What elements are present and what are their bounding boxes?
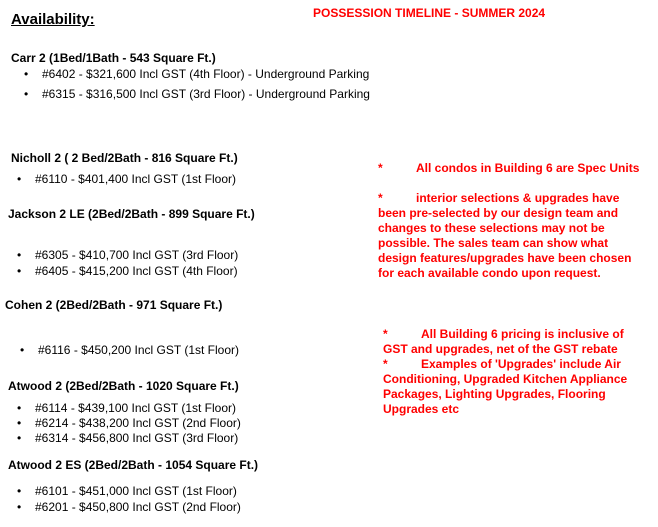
unit-text: #6405 - $415,200 Incl GST (4th Floor) bbox=[35, 264, 238, 278]
asterisk: * bbox=[378, 161, 383, 175]
unit-row bbox=[11, 416, 241, 430]
note-spec-units bbox=[378, 161, 648, 176]
unit-row bbox=[11, 172, 236, 186]
asterisk: * bbox=[378, 191, 383, 205]
unit-text: #6214 - $438,200 Incl GST (2nd Floor) bbox=[35, 416, 241, 430]
bullet: • bbox=[17, 431, 22, 445]
model-title-atwood-2-es: Atwood 2 ES (2Bed/2Bath - 1054 Square Ft.) bbox=[8, 458, 259, 472]
unit-text: #6110 - $401,400 Incl GST (1st Floor) bbox=[35, 172, 236, 186]
note-upgrades-examples bbox=[383, 357, 649, 417]
bullet: • bbox=[17, 484, 22, 498]
asterisk: * bbox=[383, 357, 388, 371]
model-title-carr-2: Carr 2 (1Bed/1Bath - 543 Square Ft.) bbox=[11, 51, 216, 65]
unit-text: #6315 - $316,500 Incl GST (3rd Floor) - Underground Parking bbox=[42, 87, 370, 101]
unit-row bbox=[18, 87, 370, 101]
note-interior-selections bbox=[378, 191, 648, 281]
unit-row bbox=[11, 484, 237, 498]
unit-row bbox=[11, 500, 241, 514]
bullet: • bbox=[17, 264, 22, 278]
unit-text: #6114 - $439,100 Incl GST (1st Floor) bbox=[35, 401, 236, 415]
bullet: • bbox=[17, 248, 22, 262]
unit-row bbox=[11, 401, 236, 415]
note-text: All condos in Building 6 are Spec Units bbox=[416, 161, 640, 175]
unit-text: #6101 - $451,000 Incl GST (1st Floor) bbox=[35, 484, 237, 498]
bullet: • bbox=[17, 416, 22, 430]
unit-text: #6402 - $321,600 Incl GST (4th Floor) - Underground Parking bbox=[42, 67, 370, 81]
bullet: • bbox=[24, 87, 29, 101]
unit-text: #6305 - $410,700 Incl GST (3rd Floor) bbox=[35, 248, 239, 262]
bullet: • bbox=[17, 500, 22, 514]
bullet: • bbox=[17, 401, 22, 415]
bullet: • bbox=[24, 67, 29, 81]
unit-row bbox=[11, 431, 238, 445]
model-title-jackson-2-le: Jackson 2 LE (2Bed/2Bath - 899 Square Ft.) bbox=[8, 207, 255, 221]
unit-text: #6116 - $450,200 Incl GST (1st Floor) bbox=[38, 343, 239, 357]
unit-row bbox=[18, 67, 369, 81]
note-text: interior selections & upgrades have been pre-selected by our design team and changes to these selections may not be possible. The sales team can show what design features/upgrades have been chosen for each available condo upon request. bbox=[378, 191, 632, 280]
unit-row bbox=[11, 248, 238, 262]
model-title-nicholl-2: Nicholl 2 ( 2 Bed/2Bath - 816 Square Ft.) bbox=[11, 151, 238, 165]
note-text: All Building 6 pricing is inclusive of GST and upgrades, net of the GST rebate bbox=[383, 327, 624, 356]
possession-timeline: POSSESSION TIMELINE - SUMMER 2024 bbox=[313, 6, 546, 20]
model-title-atwood-2: Atwood 2 (2Bed/2Bath - 1020 Square Ft.) bbox=[8, 379, 239, 393]
unit-row bbox=[11, 264, 238, 278]
note-text: Examples of 'Upgrades' include Air Conditioning, Upgraded Kitchen Appliance Packages, Lighting Upgrades, Flooring Upgrades etc bbox=[383, 357, 628, 416]
unit-text: #6201 - $450,800 Incl GST (2nd Floor) bbox=[35, 500, 241, 514]
bullet: • bbox=[20, 343, 25, 357]
model-title-cohen-2: Cohen 2 (2Bed/2Bath - 971 Square Ft.) bbox=[5, 298, 223, 312]
bullet: • bbox=[17, 172, 22, 186]
unit-row bbox=[14, 343, 239, 357]
unit-text: #6314 - $456,800 Incl GST (3rd Floor) bbox=[35, 431, 239, 445]
asterisk: * bbox=[383, 327, 388, 341]
note-pricing bbox=[383, 327, 649, 357]
availability-heading: Availability: bbox=[11, 11, 95, 28]
